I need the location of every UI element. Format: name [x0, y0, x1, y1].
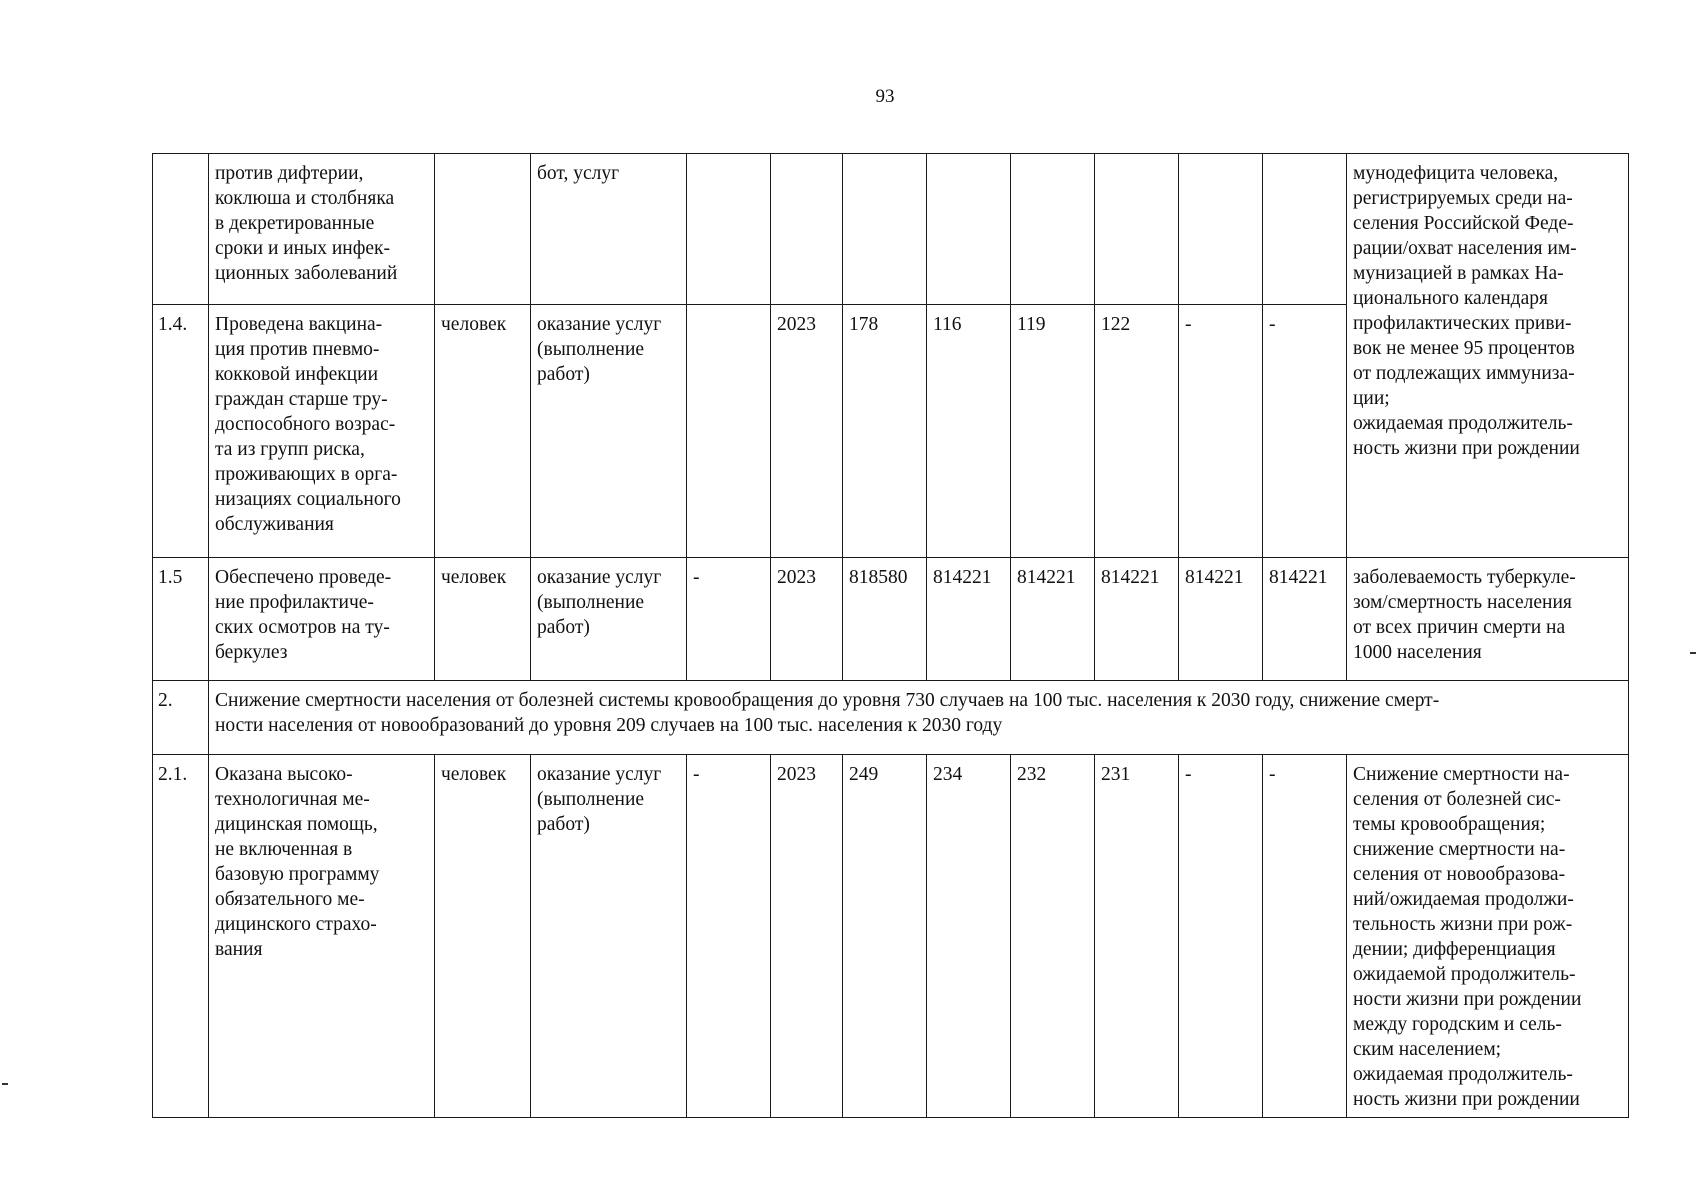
- result-indicator: заболеваемость туберкуле- зом/смертность населения от всех причин смерти на 1000 населения: [1347, 558, 1629, 681]
- base-year: [771, 154, 843, 305]
- measures-table: [152, 153, 1629, 1118]
- value-2: 116: [927, 305, 1011, 558]
- value-6: -: [1263, 755, 1347, 1118]
- row-number: [153, 154, 209, 305]
- table-row: [153, 154, 1629, 305]
- value-4: [1095, 154, 1179, 305]
- row-number: 1.5: [153, 558, 209, 681]
- section-number: 2.: [153, 681, 209, 755]
- value-3: [1011, 154, 1095, 305]
- cell-c5: -: [687, 558, 771, 681]
- value-4: 814221: [1095, 558, 1179, 681]
- unit-cell: [435, 154, 531, 305]
- row-number: 2.1.: [153, 755, 209, 1118]
- unit-cell: человек: [435, 558, 531, 681]
- value-2: 234: [927, 755, 1011, 1118]
- result-indicator: Снижение смертности на- селения от болезней сис- темы кровообращения; снижение смертности на- селения от новообразова- ний/ожидаемая продолжи- тельность жизни при рож- дении; дифференциация ожидаемой продолжитель- ности жизни при рождении между городским и сель- ским населением; ожидаемая продолжитель- ность жизни при рождении: [1347, 755, 1629, 1118]
- value-6: -: [1263, 305, 1347, 558]
- value-1: [843, 154, 927, 305]
- value-2: 814221: [927, 558, 1011, 681]
- unit-cell: человек: [435, 755, 531, 1118]
- value-5: 814221: [1179, 558, 1263, 681]
- base-year: 2023: [771, 558, 843, 681]
- measure-name: Обеспечено проведе- ние профилактиче- ских осмотров на ту- беркулез: [209, 558, 435, 681]
- measure-type: бот, услуг: [531, 154, 687, 305]
- table-row: [153, 755, 1629, 1118]
- cell-c5: [687, 154, 771, 305]
- row-number: 1.4.: [153, 305, 209, 558]
- value-3: 232: [1011, 755, 1095, 1118]
- value-5: [1179, 154, 1263, 305]
- section-title: Снижение смертности населения от болезней системы кровообращения до уровня 730 случаев на 100 тыс. населения к 2030 году, снижение смерт- ности населения от новообразований до уровня 209 случаев на 100 тыс. населения к 2030 году: [209, 681, 1629, 755]
- value-3: 119: [1011, 305, 1095, 558]
- unit-cell: человек: [435, 305, 531, 558]
- base-year: 2023: [771, 755, 843, 1118]
- value-1: 178: [843, 305, 927, 558]
- page-number: 93: [875, 86, 895, 107]
- measure-name: Проведена вакцина- ция против пневмо- кокковой инфекции граждан старше тру- доспособного возрас- та из групп риска, проживающих в орга- низациях социального обслуживания: [209, 305, 435, 558]
- scan-mark: [2, 1083, 8, 1085]
- measure-type: оказание услуг (выполнение работ): [531, 755, 687, 1118]
- table-row: [153, 558, 1629, 681]
- value-1: 818580: [843, 558, 927, 681]
- result-indicator: мунодефицита человека, регистрируемых среди на- селения Российской Феде- рации/охват населения им- мунизацией в рамках На- ционального календаря профилактических приви- вок не менее 95 процентов от подлежащих иммуниза- ции; ожидаемая продолжитель- ность жизни при рождении: [1347, 154, 1629, 558]
- cell-c5: -: [687, 755, 771, 1118]
- value-6: 814221: [1263, 558, 1347, 681]
- value-3: 814221: [1011, 558, 1095, 681]
- value-5: -: [1179, 755, 1263, 1118]
- measure-type: оказание услуг (выполнение работ): [531, 558, 687, 681]
- value-5: -: [1179, 305, 1263, 558]
- measure-name: Оказана высоко- технологичная ме- дицинская помощь, не включенная в базовую программу обязательного ме- дицинского страхо- вания: [209, 755, 435, 1118]
- value-2: [927, 154, 1011, 305]
- value-1: 249: [843, 755, 927, 1118]
- section-row: [153, 681, 1629, 755]
- value-4: 231: [1095, 755, 1179, 1118]
- value-4: 122: [1095, 305, 1179, 558]
- measure-name: против дифтерии, коклюша и столбняка в декретированные сроки и иных инфек- ционных заболеваний: [209, 154, 435, 305]
- cell-c5: [687, 305, 771, 558]
- scan-mark: [1690, 652, 1696, 654]
- value-6: [1263, 154, 1347, 305]
- measure-type: оказание услуг (выполнение работ): [531, 305, 687, 558]
- base-year: 2023: [771, 305, 843, 558]
